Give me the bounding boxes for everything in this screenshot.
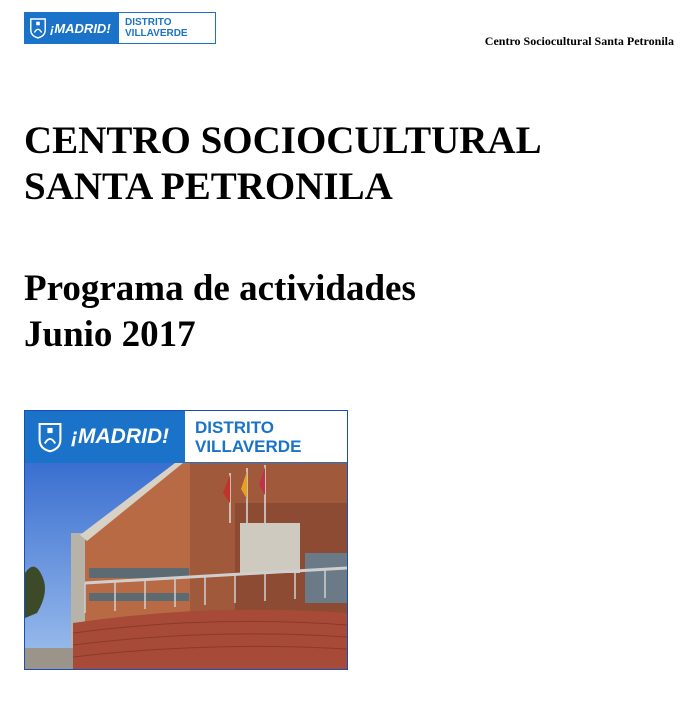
subtitle-line-2: Junio 2017 [24,314,196,355]
title-line-2: SANTA PETRONILA [24,165,393,208]
building-photo [25,463,347,669]
photo-distrito-text: DISTRITO [195,417,275,437]
madrid-shield-icon [37,420,63,454]
photo-madrid-text: ¡MADRID! [71,424,169,448]
madrid-logo [25,13,119,43]
photo-madrid-logo [25,411,185,462]
title-line-1: CENTRO SOCIOCULTURAL [24,119,542,162]
building-photo-frame [24,410,348,670]
page-title [24,118,542,210]
photo-villaverde-text: VILLAVERDE [195,436,302,456]
page-subtitle [24,266,416,358]
header-center-name: Centro Sociocultural Santa Petronila [484,34,674,48]
subtitle-line-1: Programa de actividades [24,268,416,309]
distrito-text: DISTRITO [125,17,172,28]
madrid-text: ¡MADRID! [50,20,111,36]
district-label [119,13,215,43]
photo-district-label [185,411,347,462]
villaverde-text: VILLAVERDE [125,28,188,39]
header-logo [24,12,216,44]
photo-logo [25,411,347,463]
madrid-shield-icon [29,17,47,39]
